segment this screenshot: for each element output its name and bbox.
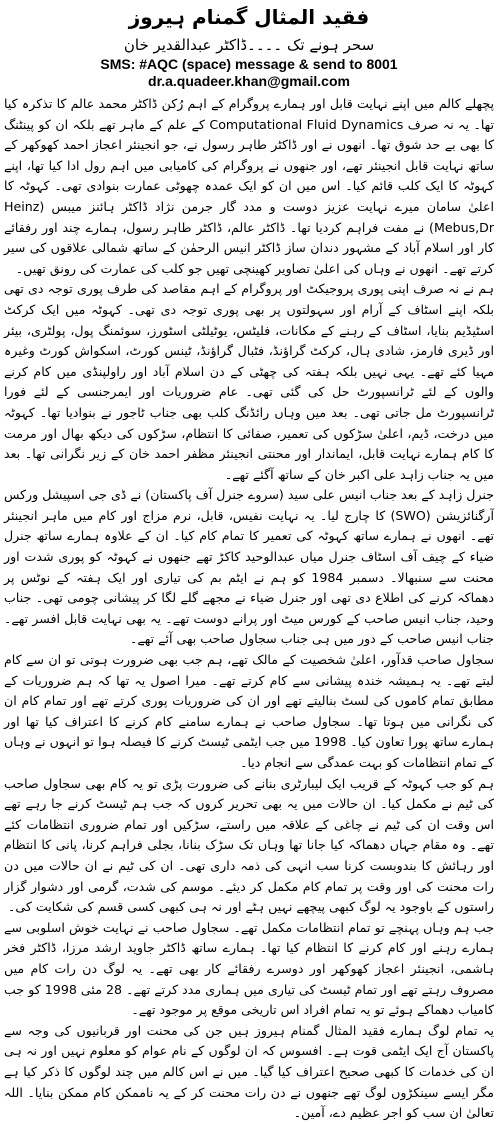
- article-paragraph: جنرل زاہد کے بعد جناب انیس علی سید (سروے جنرل آف پاکستان) نے ڈی جی اسپیشل ورکس آرگنائزیشن (SWO) کا چارج لیا۔ یہ نہایت نفیس، قابل، نرم مزاج اور کام میں ماہر انجینئر تھے۔ انھوں نے ہمارے ساتھ کہوٹہ کی تعمیر کا تمام کام کیا۔ ان کے علاوہ ہمارے ساتھ جنرل ضیاء کے چیف آف اسٹاف جنرل میاں عبدالوحید کاکڑ تھے جنھوں نے کہوٹہ کو پوری شدت اور محنت سے سنبھالا۔ دسمبر 1984 کو ہم نے ایٹم بم کی تیاری اور ایک ہفتہ کے نوٹس پر دھماکہ کرنے کی اطلاع دی تھی اور جنرل ضیاء نے مجھے گلے لگا کر پیشانی چومی تھی۔ جناب وحید، جناب انیس صاحب کے کورس میٹ اور پرانے دوست تھے۔ یہ بھی نہایت قابل افسر تھے۔ جناب انیس صاحب کے دور میں ہی جناب سجاول صاحب بھی آئے تھے۔: [4, 487, 494, 647]
- article-page: [4, 2, 494, 1121]
- article-paragraph: ہم کو جب کہوٹہ کے قریب ایک لیبارٹری بنانے کی ضرورت پڑی تو یہ کام بھی سجاول صاحب کی ٹیم نے مکمل کیا۔ ان حالات میں یہ بھی تحریر کروں کہ جب ہم ٹیسٹ کرنے جا رہے تھے اس وقت ان کی ٹیم نے چاغی کے علاقہ میں راستے، سڑکیں اور تمام ضروری انتظامات کئے تھے۔ وہ مقام جہاں دھماکہ کیا جانا تھا وہاں تک سڑک بنانا، بجلی فراہم کرنا، پانی کا انتظام اور رہائش کا بندوبست کرنا سب انہی کی ذمہ داری تھی۔ ان کی ٹیم نے ان حالات میں دن رات محنت کی اور وقت پر تمام کام مکمل کر دیئے۔ موسم کی شدت، گرمی اور دشوار گزار راستوں کے باوجود یہ لوگ کبھی پیچھے نہیں ہٹے اور نہ ہی کبھی کسی قسم کی شکایت کی۔: [4, 775, 494, 915]
- article-paragraph: یہ تمام لوگ ہمارے فقید المثال گمنام ہیروز ہیں جن کی محنت اور قربانیوں کی وجہ سے پاکستان آج ایک ایٹمی قوت ہے۔ افسوس کہ ان لوگوں کے نام عوام کو معلوم نہیں اور نہ ہی ان کی خدمات کا کبھی صحیح اعتراف کیا گیا۔ میں نے اس کالم میں چند لوگوں کا ذکر کیا ہے مگر ایسے سینکڑوں لوگ تھے جنھوں نے دن رات محنت کر کے یہ ناممکن کام ممکن بنایا۔ اللہ تعالیٰ ان سب کو اجر عظیم دے، آمین۔: [4, 1022, 494, 1121]
- article-paragraph: جب ہم وہاں پہنچے تو تمام انتظامات مکمل تھے۔ سجاول صاحب نے نہایت خوش اسلوبی سے ہمارے رہنے اور کام کرنے کا انتظام کیا تھا۔ ہمارے ساتھ ڈاکٹر جاوید ارشد مرزا، ڈاکٹر فخر ہاشمی، انجینئر اعجاز کھوکھر اور دوسرے رفقائے کار بھی تھے۔ یہ لوگ دن رات کام میں مصروف رہتے تھے اور تمام ٹیسٹ کی تیاری میں ہماری مدد کرتے تھے۔ 28 مئی 1998 کو جب کامیاب دھماکے ہوئے تو یہ تمام افراد اس تاریخی موقع پر موجود تھے۔: [4, 919, 494, 1018]
- article-body: [4, 94, 494, 1124]
- sms-line: SMS: #AQC (space) message & send to 8001: [100, 56, 398, 72]
- byline: سحر ہونے تک ۔۔۔۔ڈاکٹر عبدالقدیر خان: [123, 36, 375, 54]
- email-address[interactable]: dr.a.quadeer.khan@gmail.com: [148, 73, 350, 89]
- article-title: فقید المثال گمنام ہیروز: [128, 5, 370, 29]
- article-paragraph: ہم نے نہ صرف اپنی پوری پروجیکٹ اور پروگرام کے اہم مقاصد کی طرف پوری توجہ دی تھی بلکہ اپنے اسٹاف کے آرام اور سہولتوں پر بھی پوری توجہ دی تھی۔ کہوٹہ میں ایک کرکٹ اسٹیڈیم بنایا، اسٹاف کے رہنے کے مکانات، فلیٹس، یوٹیلٹی اسٹورز، سوئمنگ پول، پولٹری، بیئر اور ڈیری فارمز، شادی ہال، کرکٹ گراؤنڈ، فٹبال گراؤنڈ، ٹینس کورٹ، اسکواش کورٹ وغیرہ مہیا کئے تھے۔ یہی نہیں بلکہ ہفتہ کی چھٹی کے دن اسلام آباد اور راولپنڈی میں کام کرنے والوں کے لئے ٹرانسپورٹ حل کی گئی تھی۔ عام ضروریات اور ایمرجنسی کے لئے فورا ٹرانسپورٹ مل جاتی تھی۔ بعد میں وہاں رائڈنگ کلب بھی جناب ٹاجور نے بنوادیا تھا۔ کہوٹہ میں درخت، ڈیم، اعلیٰ سڑکوں کی تعمیر، صفائی کا انتظام، سڑکوں کی دیکھ بھال اور مرمت کا کام ہمارے نہایت قابل، ایماندار اور محنتی انجینئر مظفر احمد خان کے زیر نگرانی تھا۔ بعد میں یہ جناب زاہد علی اکبر خان کے ساتھ آگئے تھے۔: [4, 281, 494, 482]
- article-paragraph: پچھلے کالم میں اپنے نہایت قابل اور ہمارے پروگرام کے اہم رُکن ڈاکٹر محمد عالم کا تذکرہ کیا تھا۔ یہ نہ صرف Computational Fluid Dynamics کے علم کے ماہر تھے بلکہ ان کو پینٹنگ کا بھی بے حد شوق تھا۔ انھوں نے اور ڈاکٹر طاہر رسول نے، جو انجینئر اعجاز احمد کھوکھر کے ساتھ نہایت قابل انجینئر تھے، اور جنھوں نے پروگرام کی کامیابی میں اہم رول ادا کیا تھا، اپنے کہوٹہ کا ایک کلب قائم کیا۔ اس میں ان کو ایک عمدہ چھوٹی عمارت بنوادی تھی۔ کہوٹہ کا اعلیٰ سامان میرے نہایت عزیز دوست و مدد گار جرمن نژاد ڈاکٹر ہائنز میبس (Heinz Mebus,Dr) نے مفت فراہم کردیا تھا۔ ڈاکٹر عالم، ڈاکٹر طاہر رسول، ہمارے چند اور رفقائے کار اور اسلام آباد کے مشہور دندان ساز ڈاکٹر انیس الرحمٰن کے ساتھ شمالی علاقوں کی سیر کرتے تھے۔ انھوں نے وہاں کی اعلیٰ تصاویر کھینچی تھیں جو کلب کی عمارت کی رونق تھیں۔: [4, 96, 494, 276]
- article-paragraph: سجاول صاحب قدآور، اعلیٰ شخصیت کے مالک تھے، ہم جب بھی ضرورت ہوتی تو ان سے کام لیتے تھے۔ یہ ہمیشہ خندہ پیشانی سے کام کرتے تھے۔ میرا اصول یہ تھا کہ ہم ضروریات کے مطابق تمام کاموں کی لسٹ بنالیتے تھے اور ان کی ضروریات پوری کرتے تھے اور تمام کام ان کی نگرانی میں ہوتا تھا۔ سجاول صاحب نے ہمارے سامنے کام کرنے کا اعتراف کیا تھا اور ہمارے ساتھ پورا تعاون کیا۔ 1998 میں جب ایٹمی ٹیسٹ کرنے کا فیصلہ ہوا تو انہوں نے وہاں کے تمام انتظامات کو بہت عمدگی سے انجام دیا۔: [4, 652, 494, 770]
